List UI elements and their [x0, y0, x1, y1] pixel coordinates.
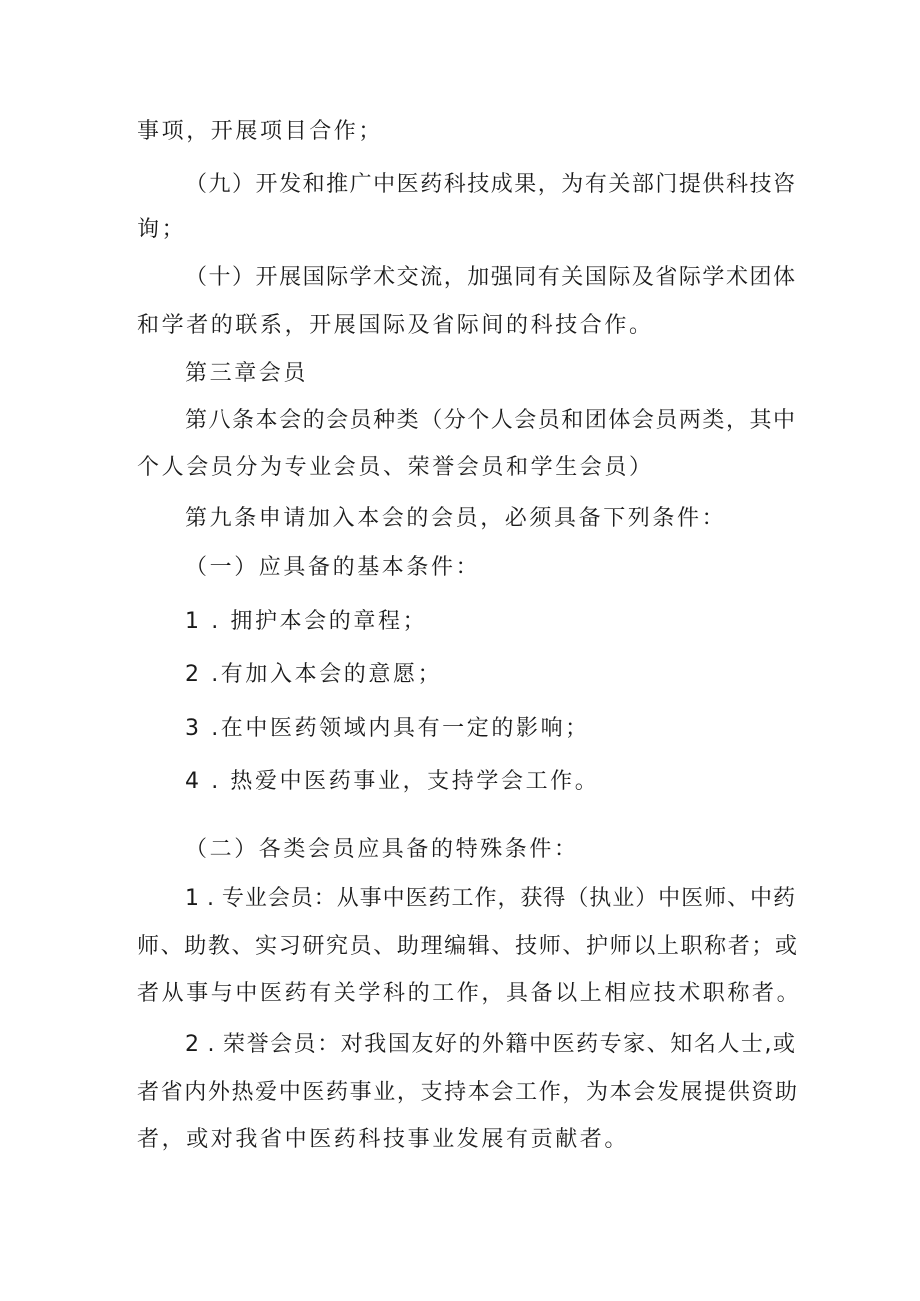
text-line: 事项，开展项目合作； — [137, 119, 384, 144]
text-line: （十）开展国际学术交流，加强同有关国际及省际学术团体 — [185, 265, 795, 290]
list-item: 3 .在中医药领域内具有一定的影响； — [185, 716, 590, 741]
text-line: （九）开发和推广中医药科技成果，为有关部门提供科技咨 — [185, 172, 795, 197]
list-item: 2 . 荣誉会员：对我国友好的外籍中医药专家、知名人士,或 — [185, 1032, 795, 1057]
list-item: 2 .有加入本会的意愿； — [185, 662, 443, 687]
text-line: 者，或对我省中医药科技事业发展有贡献者。 — [137, 1127, 630, 1152]
chapter-heading: 第三章会员 — [185, 361, 309, 386]
list-item: 1 . 专业会员：从事中医药工作，获得（执业）中医师、中药 — [185, 886, 795, 911]
text-line: 第九条申请加入本会的会员，必须具备下列条件： — [185, 506, 727, 531]
text-line: 和学者的联系，开展国际及省际间的科技合作。 — [137, 313, 654, 338]
list-item: 1 . 拥护本会的章程； — [185, 609, 428, 634]
text-line: 询； — [137, 217, 187, 242]
list-item: 4 . 热爱中医药事业，支持学会工作。 — [185, 769, 600, 794]
text-line: 个人会员分为专业会员、荣誉会员和学生会员） — [137, 455, 654, 480]
text-line: 者从事与中医药有关学科的工作，具备以上相应技术职称者。 — [137, 981, 802, 1006]
text-line: （二）各类会员应具备的特殊条件： — [185, 837, 579, 862]
text-line: 第八条本会的会员种类（分个人会员和团体会员两类，其中 — [185, 408, 795, 433]
text-line: 者省内外热爱中医药事业，支持本会工作，为本会发展提供资助 — [137, 1080, 797, 1105]
text-line: （一）应具备的基本条件： — [185, 555, 481, 580]
text-line: 师、助教、实习研究员、助理编辑、技师、护师以上职称者；或 — [137, 934, 797, 959]
